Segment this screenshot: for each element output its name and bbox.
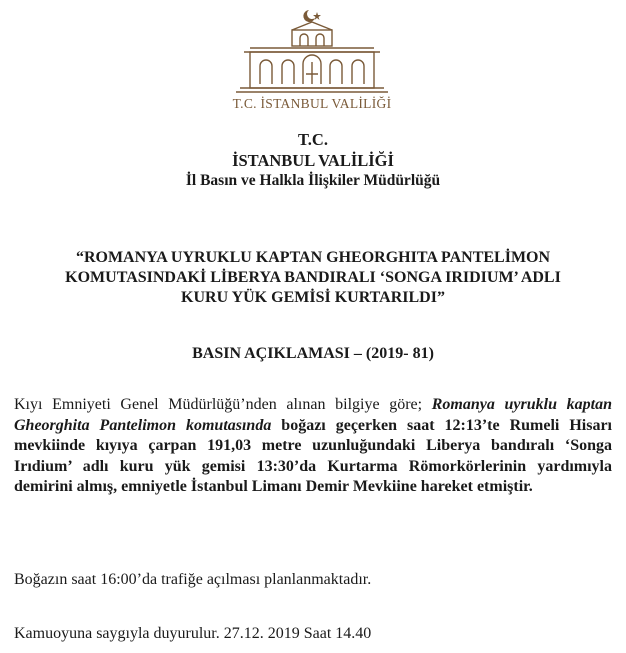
press-headline [40, 248, 586, 308]
org-department: İl Basın ve Halkla İlişkiler Müdürlüğü [185, 172, 441, 189]
building-emblem-icon [232, 4, 392, 96]
headline-line: KURU YÜK GEMİSİ KURTARILDI” [181, 289, 445, 306]
headline-line: KOMUTASINDAKİ LİBERYA BANDIRALI ‘SONGA IRIDIUM’ ADLI [65, 269, 561, 286]
logo-caption: T.C. İSTANBUL VALİLİĞİ [232, 96, 392, 111]
release-title: BASIN AÇIKLAMASI – (2019- 81) [192, 345, 434, 362]
p1-intro: Kıyı Emniyeti Genel Müdürlüğü’nden alınan bilgiye göre; [14, 396, 432, 413]
body-paragraph-1 [14, 395, 612, 498]
body-paragraph-2: Boğazın saat 16:00’da trafiğe açılması planlanmaktadır. [14, 571, 372, 588]
body-paragraph-3: Kamuoyuna saygıyla duyurulur. 27.12. 2019 Saat 14.40 [14, 625, 372, 642]
p1-rest: boğazı geçerken saat 12:13’te Rumeli Hisarı mevkiinde kıyıya çarpan 191,03 metre uzunluğundaki Liberya bandıralı ‘Songa Irıdium’ adlı kuru yük gemisi 13:30’da Kurtarma Römorkörlerinin yardımıyla demirini almış, emniyetle İstanbul Limanı Demir Mevkiine hareket etmiştir. [14, 416, 612, 495]
governorship-logo [232, 4, 392, 116]
org-governorship: İSTANBUL VALİLİĞİ [232, 151, 394, 170]
headline-line: “ROMANYA UYRUKLU KAPTAN GHEORGHITA PANTELİMON [75, 249, 551, 266]
p1-captain: Romanya uyruklu kaptan Gheorghita Pantelimon komutasında [14, 396, 612, 434]
org-tc: T.C. [298, 130, 328, 149]
